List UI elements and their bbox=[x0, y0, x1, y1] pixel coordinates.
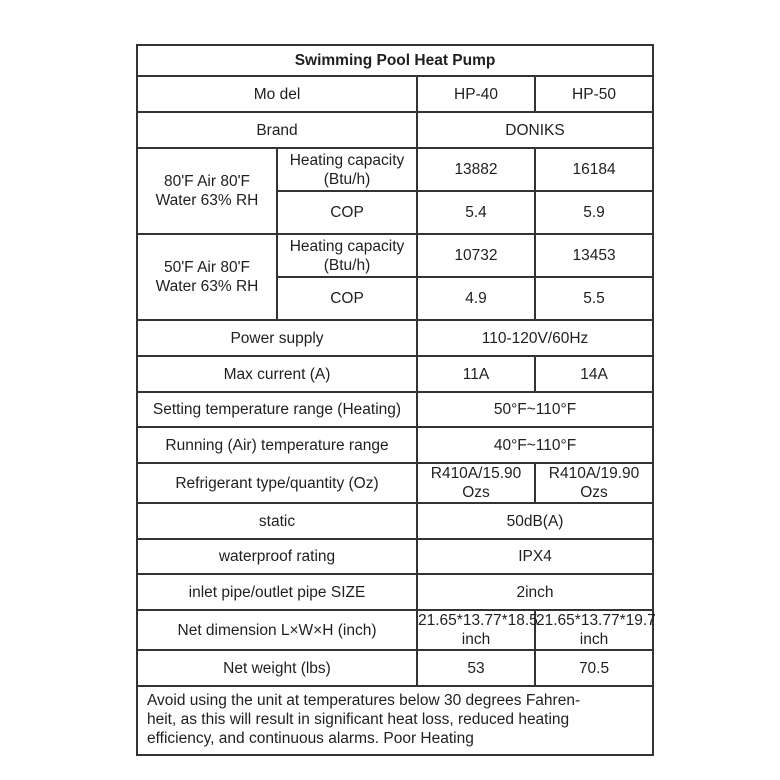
cell-value: 4.9 bbox=[417, 277, 535, 320]
spec-table bbox=[136, 44, 654, 756]
value-line: 21.65*13.77*18.5 bbox=[418, 612, 538, 629]
cell-value: 13882 bbox=[417, 148, 535, 191]
cell-value: DONIKS bbox=[417, 112, 653, 148]
cell-value: 5.4 bbox=[417, 191, 535, 234]
sub-label-line: (Btu/h) bbox=[323, 170, 371, 188]
table-row-dimension bbox=[137, 610, 653, 650]
condition-label bbox=[137, 148, 277, 234]
table-row-note bbox=[137, 686, 653, 755]
value-line: 21.65*13.77*19.7 bbox=[536, 612, 656, 629]
condition-line: 80'F Air 80'F bbox=[163, 173, 251, 190]
cell-value: IPX4 bbox=[417, 539, 653, 574]
table-row-refrigerant bbox=[137, 463, 653, 503]
table-row-cond1-capacity bbox=[137, 148, 653, 191]
row-label: Setting temperature range (Heating) bbox=[137, 392, 417, 427]
row-label: inlet pipe/outlet pipe SIZE bbox=[137, 574, 417, 610]
cell-value: 5.9 bbox=[535, 191, 653, 234]
value-line: Ozs bbox=[462, 484, 490, 501]
row-label: Running (Air) temperature range bbox=[137, 427, 417, 463]
cell-value: 70.5 bbox=[535, 650, 653, 686]
table-row-waterproof bbox=[137, 539, 653, 574]
note-line: Avoid using the unit at temperatures below 30 degrees Fahren- bbox=[147, 692, 581, 709]
cell-value: 50°F~110°F bbox=[417, 392, 653, 427]
table-row-current bbox=[137, 356, 653, 392]
table-row-cond2-capacity bbox=[137, 234, 653, 277]
cell-value: 40°F~110°F bbox=[417, 427, 653, 463]
row-label: Brand bbox=[137, 112, 417, 148]
note-line: heit, as this will result in significant heat loss, reduced heating bbox=[147, 711, 570, 728]
condition-line: Water 63% RH bbox=[155, 192, 259, 209]
row-label: Refrigerant type/quantity (Oz) bbox=[137, 463, 417, 503]
sub-label bbox=[277, 234, 417, 277]
value-line: inch bbox=[579, 631, 609, 648]
sub-label-line: Heating capacity bbox=[289, 237, 405, 255]
note-text bbox=[137, 686, 653, 755]
condition-label bbox=[137, 234, 277, 320]
value-line: Ozs bbox=[580, 484, 608, 501]
cell-value: 16184 bbox=[535, 148, 653, 191]
cell-value: 110-120V/60Hz bbox=[417, 320, 653, 356]
table-row-setting-temp bbox=[137, 392, 653, 427]
cell-value bbox=[535, 463, 653, 503]
sub-label: COP bbox=[277, 277, 417, 320]
value-line: inch bbox=[461, 631, 491, 648]
cell-value: 10732 bbox=[417, 234, 535, 277]
sub-label bbox=[277, 148, 417, 191]
note-line: efficiency, and continuous alarms. Poor Heating bbox=[147, 730, 474, 747]
cell-hp40: HP-40 bbox=[417, 76, 535, 112]
value-line: R410A/19.90 bbox=[548, 465, 640, 482]
row-label: Max current (A) bbox=[137, 356, 417, 392]
table-row-model bbox=[137, 76, 653, 112]
table-row-power bbox=[137, 320, 653, 356]
table-title: Swimming Pool Heat Pump bbox=[137, 45, 653, 76]
table-row-weight bbox=[137, 650, 653, 686]
cell-value: 2inch bbox=[417, 574, 653, 610]
cell-value: 13453 bbox=[535, 234, 653, 277]
table-row-pipe bbox=[137, 574, 653, 610]
row-label: Net dimension L×W×H (inch) bbox=[137, 610, 417, 650]
row-label: Mo del bbox=[137, 76, 417, 112]
cell-value bbox=[535, 610, 656, 650]
sub-label-line: Heating capacity bbox=[289, 151, 405, 169]
table-row-running-temp bbox=[137, 427, 653, 463]
cell-value: 53 bbox=[417, 650, 535, 686]
value-line: R410A/15.90 bbox=[430, 465, 522, 482]
sub-label: COP bbox=[277, 191, 417, 234]
condition-line: Water 63% RH bbox=[155, 278, 259, 295]
cell-hp50: HP-50 bbox=[535, 76, 653, 112]
cell-value: 14A bbox=[535, 356, 653, 392]
cell-value bbox=[417, 463, 535, 503]
row-label: Net weight (lbs) bbox=[137, 650, 417, 686]
cell-value: 50dB(A) bbox=[417, 503, 653, 539]
table-row-brand bbox=[137, 112, 653, 148]
row-label: static bbox=[137, 503, 417, 539]
condition-line: 50'F Air 80'F bbox=[163, 259, 251, 276]
row-label: waterproof rating bbox=[137, 539, 417, 574]
cell-value: 11A bbox=[417, 356, 535, 392]
cell-value: 5.5 bbox=[535, 277, 653, 320]
row-label: Power supply bbox=[137, 320, 417, 356]
cell-value bbox=[417, 610, 538, 650]
table-row-static bbox=[137, 503, 653, 539]
sub-label-line: (Btu/h) bbox=[323, 256, 371, 274]
